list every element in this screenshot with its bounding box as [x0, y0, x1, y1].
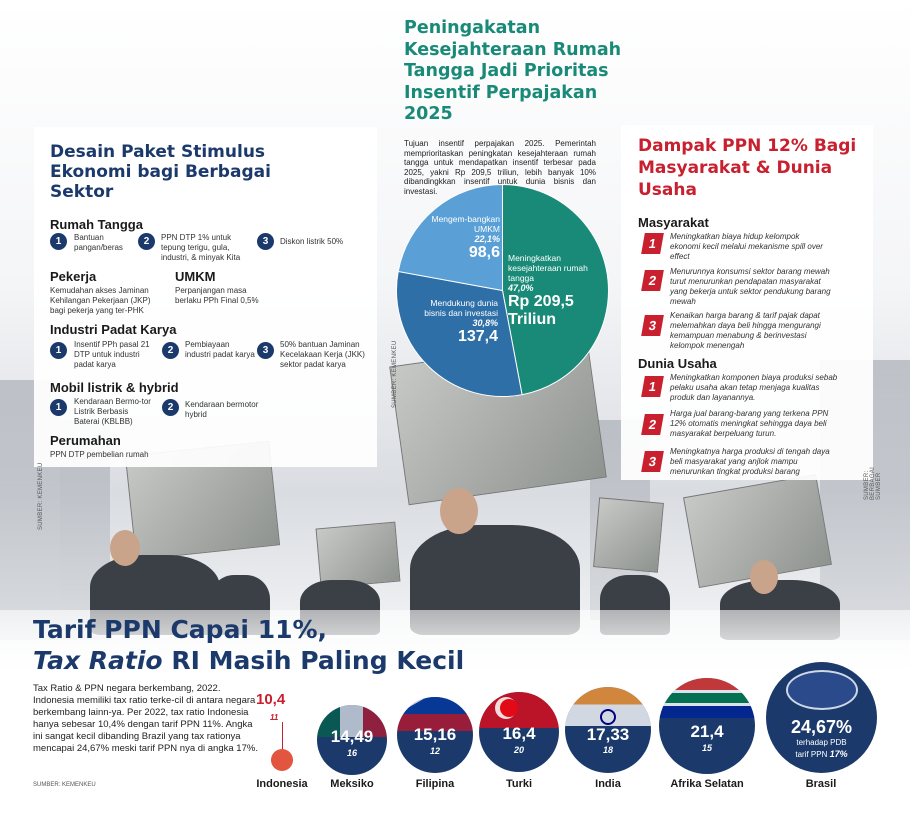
num-2: 2	[162, 342, 179, 359]
indonesia-name: Indonesia	[256, 778, 308, 790]
indonesia-ppn: 11	[270, 713, 279, 722]
left-title: Desain Paket Stimulus Ekonomi bagi Berbagai Sektor	[50, 142, 271, 202]
circle-afrika-selatan: 21,4 15	[659, 678, 755, 774]
circle-meksiko: 14,49 16	[317, 705, 387, 775]
usaha-heading: Dunia Usaha	[638, 356, 717, 371]
brazil-flag-icon	[786, 670, 858, 710]
filipina-name: Filipina	[415, 778, 455, 790]
umkm-text: Perpanjangan masa berlaku PPh Final 0,5%	[175, 286, 259, 305]
meksiko-name: Meksiko	[330, 778, 374, 790]
num-3: 3	[257, 342, 274, 359]
usaha-item-3: Meningkatnya harga produksi di tengah daya beli masyarakat yang anjlok mampu menurunkan tingkat produksi barang	[670, 447, 830, 476]
afrika-selatan-name: Afrika Selatan	[670, 778, 744, 790]
top-source: SUMBER: KEMENKEU	[392, 340, 398, 408]
umkm-heading: UMKM	[175, 269, 216, 284]
circle-filipina: 15,16 12	[397, 697, 473, 773]
badge-3: 3	[641, 451, 664, 472]
bottom-source: SUMBER: KEMENKEU	[33, 782, 96, 788]
bottom-text: Tax Ratio & PPN negara berkembang, 2022. Indonesia memiliki tax ratio terke-cil di antara negara berkembang lainn-ya. Per 2022, tax ratio Indonesia hanya sebesar 10,4% dengan tarif PPN 11%. Angka ini sangat kecil dibanding Brazil yang tax rationya mencapai 24,67% meski tarif PPN nya di angka 17%.	[33, 683, 258, 754]
perumahan-heading: Perumahan	[50, 433, 121, 448]
badge-3: 3	[641, 315, 664, 336]
usaha-item-1: Meningkatkan komponen biaya produksi sebab pelaku usaha akan tetap menjaga kualitas produk dan layanannya.	[670, 373, 838, 402]
turkey-flag-icon	[479, 692, 559, 728]
ipk-heading: Industri Padat Karya	[50, 322, 177, 337]
num-2: 2	[138, 233, 155, 250]
num-1: 1	[50, 233, 67, 250]
pekerja-text: Kemudahan akses Jaminan Kehilangan Pekerjaan (JKP) bagi pekerja yang ter-PHK	[50, 286, 151, 315]
mobil-item-2: Kendaraan bermotor hybrid	[185, 400, 259, 419]
badge-1: 1	[641, 233, 664, 254]
num-3: 3	[257, 233, 274, 250]
pie-label-rumah-tangga: Meningkatkan kesejahteraan rumah tangga 47,0% Rp 209,5 Triliun	[508, 253, 588, 328]
badge-1: 1	[641, 376, 664, 397]
mobil-heading: Mobil listrik & hybrid	[50, 380, 179, 395]
left-source: SUMBER: KEMENKEU	[38, 462, 44, 530]
rt-item-2: PPN DTP 1% untuk tepung terigu, gula, industri, & minyak Kita	[161, 233, 241, 262]
rumah-tangga-heading: Rumah Tangga	[50, 217, 143, 232]
badge-2: 2	[641, 270, 664, 291]
masyarakat-item-3: Kenaikan harga barang & tarif pajak dapat melemahkan daya beli hingga mengurangi kemampuan menabung & berinvestasi kelompok menengah	[670, 311, 821, 350]
bottom-title-italic: Tax Ratio	[33, 646, 163, 675]
num-2: 2	[162, 399, 179, 416]
ipk-item-1: Insentif PPh pasal 21 DTP untuk industri padat karya	[74, 340, 150, 369]
top-title-block	[404, 18, 644, 126]
num-1: 1	[50, 399, 67, 416]
circle-india: 17,33 18	[565, 687, 651, 773]
indonesia-tax: 10,4	[256, 691, 286, 708]
masyarakat-item-2: Menurunnya konsumsi sektor barang mewah turut menurunkan pendapatan masyarakat yang bekerja untuk sektor pendukung barang mewah	[670, 267, 831, 306]
num-1: 1	[50, 342, 67, 359]
usaha-item-2: Harga jual barang-barang yang terkena PPN 12% otomatis meningkat sehingga daya beli masyarakat berpeluang turun.	[670, 409, 829, 438]
top-intro-text: Tujuan insentif perpajakan 2025. Pemerintah memprioritaskan peningkatan kesejahteraan rumah tangga untuk mendapatkan insentif terbesar pada 2025, yakni Rp 209,5 triliun, lebih banyak 10% dibandingkkan insentif untuk dunia bisnis dan investasi.	[404, 139, 596, 196]
indonesia-dot	[271, 749, 293, 771]
top-title: Peningakatan Kesejahteraan Rumah Tangga Jadi Prioritas Insentif Perpajakan 2025	[404, 18, 622, 124]
bottom-title	[33, 614, 464, 676]
pie-label-umkm: Mengem-bangkan UMKM 22,1% 98,6	[431, 214, 500, 261]
turki-name: Turki	[505, 778, 533, 790]
pie-label-bisnis: Mendukung dunia bisnis dan investasi 30,8% 137,4	[424, 298, 498, 345]
right-title: Dampak PPN 12% Bagi Masyarakat & Dunia Usaha	[638, 136, 857, 200]
badge-2: 2	[641, 414, 664, 435]
circle-brasil: 24,67% terhadap PDB tarif PPN 17%	[766, 662, 877, 773]
circle-turki: 16,4 20	[479, 692, 559, 772]
bottom-title-rest: RI Masih Paling Kecil	[162, 646, 465, 675]
brasil-name: Brasil	[805, 778, 837, 790]
right-source: SUMBER: BERBAGAI SUMBER	[864, 466, 882, 500]
rt-item-1: Bantuan pangan/beras	[74, 233, 123, 252]
perumahan-text: PPN DTP pembelian rumah	[50, 450, 149, 459]
mobil-item-1: Kendaraan Bermo-tor Listrik Berbasis Baterai (KBLBB)	[74, 397, 151, 426]
masyarakat-item-1: Meningkatkan biaya hidup kelompok ekonomi kecil melalui mekanisme spill over effect	[670, 232, 823, 261]
ipk-item-3: 50% bantuan Jaminan Kecelakaan Kerja (JKK) sektor padat karya	[280, 340, 365, 369]
india-name: India	[595, 778, 621, 790]
bottom-title-line1: Tarif PPN Capai 11%,	[33, 615, 328, 644]
rt-item-3: Diskon listrik 50%	[280, 237, 344, 246]
masyarakat-heading: Masyarakat	[638, 215, 709, 230]
pekerja-heading: Pekerja	[50, 269, 97, 284]
ipk-item-2: Pembiayaan industri padat karya	[185, 340, 255, 359]
